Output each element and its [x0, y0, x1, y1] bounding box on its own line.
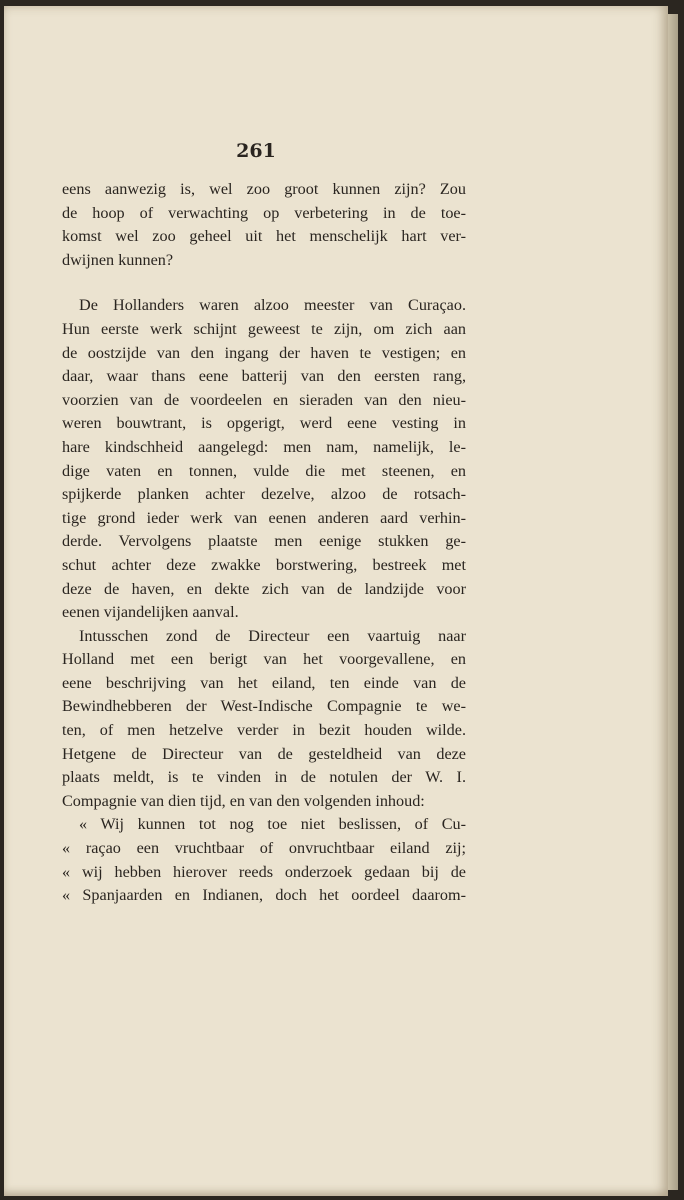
quote-line: « wij hebben hierover reeds onderzoek gedaan bij de: [62, 862, 466, 881]
quote-line: « Spanjaarden en Indianen, doch het oordeel daarom-: [62, 886, 466, 905]
text-line: Hun eerste werk schijnt geweest te zijn, om zich aan: [62, 319, 466, 338]
text-line: Compagnie van dien tijd, en van den volgenden inhoud:: [62, 791, 425, 810]
book-page: [4, 6, 668, 1196]
body-text: [62, 178, 466, 908]
page-number: 261: [236, 140, 276, 162]
text-line: derde. Vervolgens plaatste men eenige stukken ge-: [62, 532, 466, 551]
text-line: Hetgene de Directeur van de gesteldheid van deze: [62, 744, 466, 763]
text-line: eens aanwezig is, wel zoo groot kunnen zijn? Zou: [62, 180, 466, 198]
text-line: Bewindhebberen der West-Indische Compagnie te we-: [62, 697, 466, 716]
text-line: ten, of men hetzelve verder in bezit houden wilde.: [62, 721, 466, 740]
text-line: komst wel zoo geheel uit het menschelijk hart ver-: [62, 227, 466, 246]
text-line: plaats meldt, is te vinden in de notulen der W. I.: [62, 768, 466, 787]
text-line: Intusschen zond de Directeur een vaartuig naar: [79, 626, 466, 645]
text-line: tige grond ieder werk van eenen anderen aard verhin-: [62, 508, 466, 527]
text-line: deze de haven, en dekte zich van de landzijde voor: [62, 579, 466, 598]
text-line: schut achter deze zwakke borstwering, bestreek met: [62, 555, 466, 574]
text-line: De Hollanders waren alzoo meester van Curaçao.: [79, 296, 466, 315]
text-line: hare kindschheid aangelegd: men nam, namelijk, le-: [62, 437, 466, 456]
text-line: voorzien van de voordeelen en sieraden van den nieu-: [62, 390, 466, 409]
text-line: Holland met een berigt van het voorgevallene, en: [62, 650, 466, 669]
text-line: dwijnen kunnen?: [62, 250, 174, 269]
quote-line: « Wij kunnen tot nog toe niet beslissen, of Cu-: [79, 815, 466, 834]
text-line: dige vaten en tonnen, vulde die met steenen, en: [62, 461, 466, 480]
text-line: de oostzijde van den ingang der haven te vestigen; en: [62, 343, 466, 362]
text-line: de hoop of verwachting op verbetering in de toe-: [62, 203, 466, 222]
text-line: daar, waar thans eene batterij van den eersten rang,: [62, 367, 466, 386]
paragraph-gap: [62, 272, 466, 294]
text-line: eene beschrijving van het eiland, ten einde van de: [62, 673, 466, 692]
text-line: eenen vijandelijken aanval.: [62, 603, 239, 622]
text-line: spijkerde planken achter dezelve, alzoo de rotsach-: [62, 485, 466, 504]
quote-line: « raçao een vruchtbaar of onvruchtbaar eiland zij;: [62, 839, 466, 858]
text-line: weren bouwtrant, is opgerigt, werd eene vesting in: [62, 414, 466, 433]
